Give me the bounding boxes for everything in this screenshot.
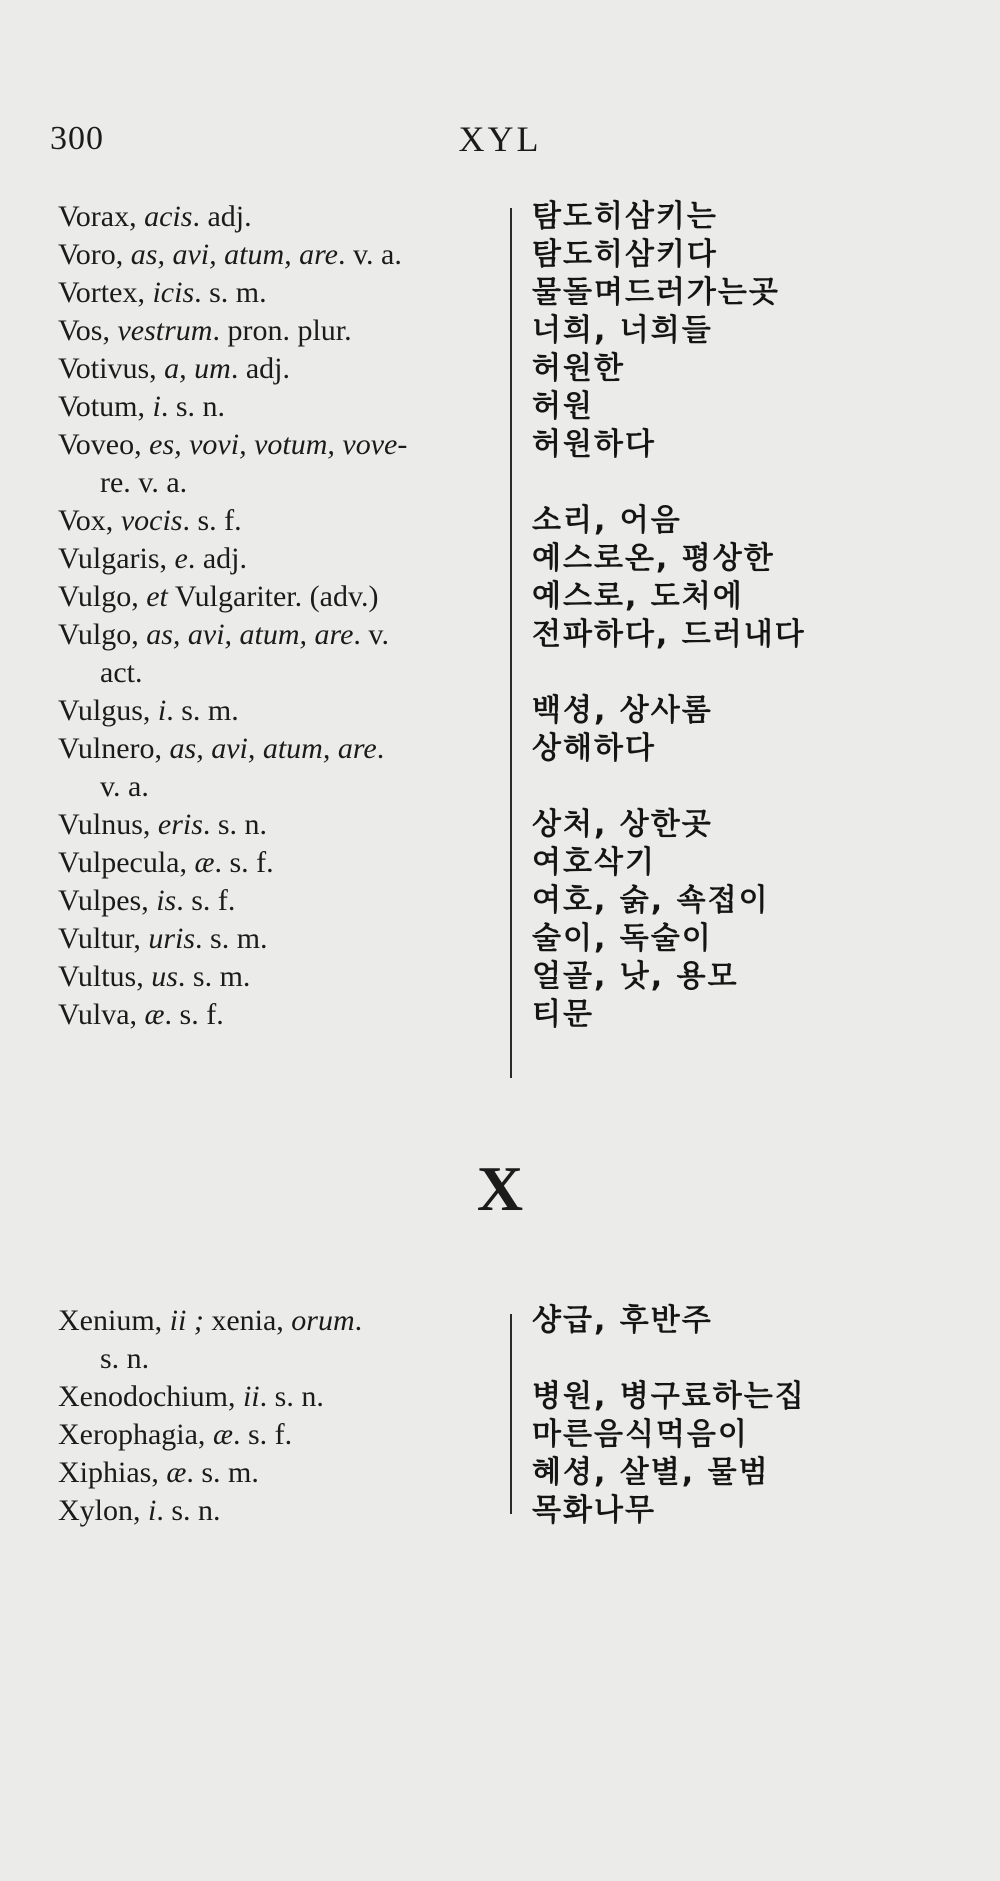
grammar-forms: vocis — [120, 504, 183, 537]
headword: Vultur, — [58, 922, 141, 955]
grammar-forms: æ — [212, 1418, 233, 1451]
korean-gloss: 목화나무 — [532, 1493, 656, 1528]
korean-gloss: 탐도히삼키는 — [532, 199, 718, 234]
dictionary-entry — [58, 502, 958, 540]
part-of-speech: . s. m. — [166, 694, 239, 727]
part-of-speech: . s. n. — [160, 390, 225, 423]
headword: Xenium, — [58, 1304, 163, 1337]
v-entry-list — [58, 198, 958, 1034]
latin-term — [58, 312, 480, 350]
korean-gloss: 허원 — [532, 389, 594, 424]
headword: Vulpecula, — [58, 846, 187, 879]
korean-gloss: 백셩, 상사롬 — [532, 693, 713, 728]
grammar-forms: i — [157, 694, 167, 727]
latin-term — [58, 692, 480, 730]
grammar-forms: as, avi, atum, are — [146, 618, 354, 651]
korean-gloss: 병원, 병구료하는집 — [532, 1379, 806, 1414]
part-of-speech: . s. n. — [202, 808, 268, 841]
latin-term — [58, 806, 480, 844]
headword: Xerophagia, — [58, 1418, 206, 1451]
headword: Xylon, — [58, 1494, 141, 1527]
dictionary-entry — [58, 1416, 958, 1454]
headword: Vulnero, — [58, 732, 163, 765]
dictionary-entry — [58, 274, 958, 312]
entry-continuation: s. n. — [100, 1342, 150, 1375]
latin-term — [58, 578, 480, 616]
grammar-forms: i — [152, 390, 161, 423]
grammar-forms: æ — [166, 1456, 187, 1489]
latin-term — [58, 1378, 480, 1416]
dictionary-entry — [58, 958, 958, 996]
grammar-forms: icis — [152, 276, 195, 309]
headword: Vulnus, — [58, 808, 151, 841]
korean-gloss: 샹급, 후반주 — [532, 1303, 713, 1338]
grammar-forms: as, avi, atum, are — [130, 238, 338, 271]
part-of-speech: . adj. — [187, 542, 247, 575]
korean-gloss: 물돌며드러가는곳 — [532, 275, 780, 310]
part-of-speech: xenia, — [203, 1304, 292, 1337]
korean-gloss: 여호삭기 — [532, 845, 656, 880]
entry-continuation: re. v. a. — [100, 466, 188, 499]
grammar-forms: us — [151, 960, 178, 993]
korean-gloss: 허원하다 — [532, 427, 656, 462]
dictionary-entry — [58, 996, 958, 1034]
x-entry-list — [58, 1302, 958, 1530]
dictionary-entry — [58, 1454, 958, 1492]
latin-term — [58, 1302, 480, 1378]
grammar-forms: æ — [194, 846, 215, 879]
latin-term — [58, 502, 480, 540]
part-of-speech: . s. m. — [194, 276, 267, 309]
dictionary-entry — [58, 920, 958, 958]
latin-term — [58, 426, 480, 502]
latin-term — [58, 1416, 480, 1454]
headword: Vulgaris, — [58, 542, 168, 575]
korean-gloss: 술이, 독술이 — [532, 921, 713, 956]
korean-gloss: 소리, 어음 — [532, 503, 682, 538]
part-of-speech: . pron. plur. — [212, 314, 352, 347]
grammar-forms: uris — [148, 922, 196, 955]
headword: Votivus, — [58, 352, 157, 385]
running-head: XYL — [458, 119, 542, 159]
latin-term — [58, 958, 480, 996]
korean-gloss: 너희, 너희들 — [532, 313, 713, 348]
dictionary-entry — [58, 692, 958, 730]
grammar-forms: es, vovi, votum, vove- — [149, 428, 408, 461]
part-of-speech: . v. a. — [338, 238, 402, 271]
page-number: 300 — [50, 120, 104, 157]
dictionary-entry — [58, 806, 958, 844]
latin-term — [58, 236, 480, 274]
part-of-speech: . s. n. — [156, 1494, 221, 1527]
latin-term — [58, 920, 480, 958]
headword: Vox, — [58, 504, 114, 537]
dictionary-entry — [58, 198, 958, 236]
column-divider — [510, 208, 512, 1078]
latin-term — [58, 996, 480, 1034]
dictionary-entry — [58, 1302, 958, 1378]
dictionary-entry — [58, 388, 958, 426]
latin-term — [58, 388, 480, 426]
part-of-speech: . — [376, 732, 385, 765]
latin-term — [58, 1492, 480, 1530]
headword: Vultus, — [58, 960, 144, 993]
latin-term — [58, 730, 480, 806]
headword: Vorax, — [58, 200, 137, 233]
part-of-speech: . s. m. — [186, 1456, 259, 1489]
part-of-speech: . s. m. — [195, 922, 268, 955]
headword: Vulpes, — [58, 884, 149, 917]
headword: Vulgo, — [58, 618, 139, 651]
dictionary-entry — [58, 844, 958, 882]
headword: Xiphias, — [58, 1456, 159, 1489]
x-entries-section — [58, 1302, 958, 1530]
entry-continuation: act. — [100, 656, 143, 689]
dictionary-entry — [58, 616, 958, 692]
korean-gloss: 상처, 상한곳 — [532, 807, 713, 842]
grammar-forms: a, um — [164, 352, 231, 385]
part-of-speech: . adj. — [192, 200, 252, 233]
dictionary-entry — [58, 236, 958, 274]
latin-term — [58, 198, 480, 236]
latin-term — [58, 350, 480, 388]
latin-term — [58, 540, 480, 578]
headword: Vulgo, — [58, 580, 139, 613]
headword: Vulgus, — [58, 694, 151, 727]
latin-term — [58, 616, 480, 692]
grammar-forms: eris — [157, 808, 203, 841]
latin-term — [58, 274, 480, 312]
grammar-forms: æ — [144, 998, 165, 1031]
korean-gloss: 얼골, 낫, 용모 — [532, 959, 739, 994]
korean-gloss: 마른음식먹음이 — [532, 1417, 749, 1452]
part-of-speech: . s. m. — [177, 960, 251, 993]
latin-term — [58, 882, 480, 920]
grammar-forms: acis — [144, 200, 193, 233]
part-of-speech: . adj. — [230, 352, 290, 385]
letter-heading-x: X — [476, 1153, 524, 1224]
grammar-forms: ii ; — [169, 1304, 204, 1337]
headword: Vos, — [58, 314, 110, 347]
part-of-speech: . s. f. — [214, 846, 274, 879]
part-of-speech: . s. f. — [182, 504, 242, 537]
grammar-forms: is — [156, 884, 177, 917]
korean-gloss: 예스로온, 평상한 — [532, 541, 775, 576]
korean-gloss: 티문 — [532, 997, 594, 1032]
korean-gloss: 전파하다, 드러내다 — [532, 617, 806, 652]
grammar-forms: et — [146, 580, 168, 613]
v-entries-section — [58, 198, 958, 1034]
grammar-forms: ii — [242, 1380, 260, 1413]
headword: Votum, — [58, 390, 145, 423]
dictionary-entry — [58, 350, 958, 388]
korean-gloss: 여호, 숡, 쇽접이 — [532, 883, 770, 918]
headword: Vulva, — [58, 998, 138, 1031]
part-of-speech: . s. f. — [164, 998, 224, 1031]
column-divider — [510, 1314, 512, 1514]
headword: Vortex, — [58, 276, 145, 309]
korean-gloss: 상해하다 — [532, 731, 656, 766]
dictionary-entry — [58, 1492, 958, 1530]
grammar-forms: vestrum — [117, 314, 213, 347]
part-of-speech: . — [354, 1304, 363, 1337]
grammar-forms: as, avi, atum, are — [169, 732, 377, 765]
headword: Voro, — [58, 238, 124, 271]
korean-gloss: 혜셩, 살별, 물범 — [532, 1455, 770, 1490]
grammar-forms: e — [174, 542, 188, 575]
dictionary-entry — [58, 312, 958, 350]
part-of-speech: . s. f. — [232, 1418, 293, 1451]
entry-continuation: v. a. — [100, 770, 149, 803]
korean-gloss: 허원한 — [532, 351, 625, 386]
part-of-speech: . s. f. — [176, 884, 236, 917]
grammar-forms: orum — [291, 1304, 355, 1337]
dictionary-entry — [58, 540, 958, 578]
dictionary-entry — [58, 426, 958, 502]
grammar-forms: i — [148, 1494, 157, 1527]
part-of-speech: Vulgariter. (adv.) — [167, 580, 379, 613]
korean-gloss: 탐도히삼키다 — [532, 237, 718, 272]
part-of-speech: . s. n. — [259, 1380, 324, 1413]
korean-gloss: 예스로, 도처에 — [532, 579, 744, 614]
dictionary-entry — [58, 1378, 958, 1416]
dictionary-entry — [58, 730, 958, 806]
latin-term — [58, 844, 480, 882]
part-of-speech: . v. — [353, 618, 389, 651]
latin-term — [58, 1454, 480, 1492]
headword: Voveo, — [58, 428, 142, 461]
headword: Xenodochium, — [58, 1380, 236, 1413]
dictionary-entry — [58, 882, 958, 920]
dictionary-entry — [58, 578, 958, 616]
